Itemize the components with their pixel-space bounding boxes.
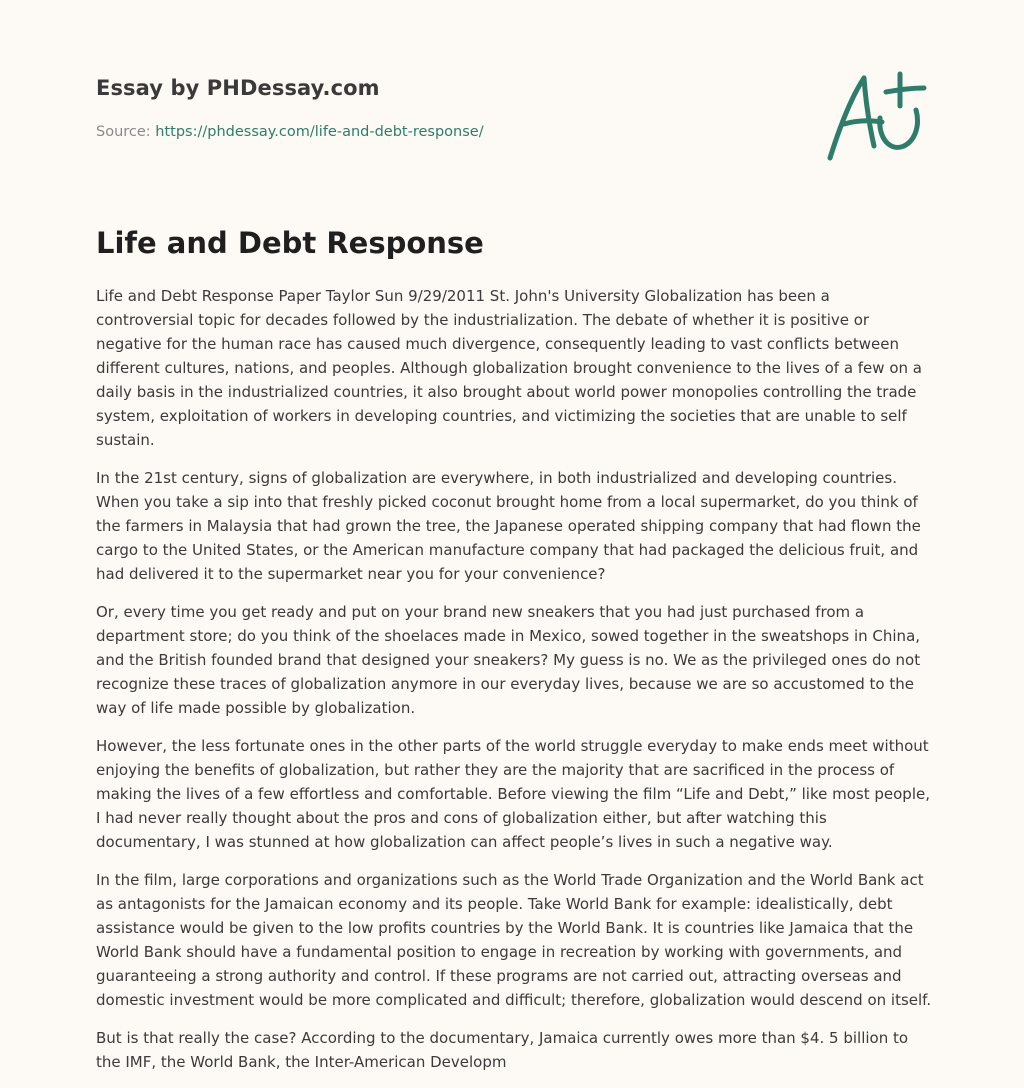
essay-paragraph: However, the less fortunate ones in the other parts of the world struggle everyday to make ends meet without enjoying the benefits of globalization, but rather they are the majority that are sacrificed in the process of making the lives of a few effortless and comfortable. Before viewing the film “Life and Debt,” like most people, I had never really thought about the pros and cons of globalization either, but after watching this documentary, I was stunned at how globalization can affect people’s lives in such a negative way. [96, 737, 930, 851]
essay-paragraph: Life and Debt Response Paper Taylor Sun 9/29/2011 St. John's University Globalization has been a controversial topic for decades followed by the industrialization. The debate of whether it is positive or negative for the human race has caused much divergence, consequently leading to vast conflicts between different cultures, nations, and peoples. Although globalization brought convenience to the lives of a few on a daily basis in the industrialized countries, it also brought about world power monopolies controlling the trade system, exploitation of workers in developing countries, and victimizing the societies that are unable to self sustain. [96, 287, 922, 449]
source-label: Source: [96, 124, 151, 140]
site-title: Essay by PHDessay.com [96, 76, 380, 100]
essay-body [96, 284, 932, 1088]
essay-paragraph: Or, every time you get ready and put on your brand new sneakers that you had just purchased from a department store; do you think of the shoelaces made in Mexico, sowed together in the sweatshops in China, and the British founded brand that designed your sneakers? My guess is no. We as the privileged ones do not recognize these traces of globalization anymore in our everyday lives, because we are so accustomed to the way of life made possible by globalization. [96, 603, 921, 717]
essay-paragraph: In the 21st century, signs of globalization are everywhere, in both industrialized and developing countries. When you take a sip into that freshly picked coconut brought home from a local supermarket, do you think of the farmers in Malaysia that had grown the tree, the Japanese operated shipping company that had flown the cargo to the United States, or the American manufacture company that had packaged the delicious fruit, and had delivered it to the supermarket near you for your convenience? [96, 469, 921, 583]
source-link[interactable]: https://phdessay.com/life-and-debt-response/ [155, 124, 484, 140]
source-line [96, 124, 484, 140]
essay-paragraph: But is that really the case? According to the documentary, Jamaica currently owes more than $4. 5 billion to the IMF, the World Bank, the Inter-American Developm [96, 1029, 909, 1071]
essay-title: Life and Debt Response [96, 226, 484, 260]
a-plus-logo-icon [820, 66, 930, 166]
essay-paragraph: In the film, large corporations and organizations such as the World Trade Organization and the World Bank act as antagonists for the Jamaican economy and its people. Take World Bank for example: idealistically, debt assistance would be given to the low profits countries by the World Bank. It is countries like Jamaica that the World Bank should have a fundamental position to engage in recreation by working with governments, and guaranteeing a strong authority and control. If these programs are not carried out, attracting overseas and domestic investment would be more complicated and difficult; therefore, globalization would descend on itself. [96, 871, 932, 1009]
